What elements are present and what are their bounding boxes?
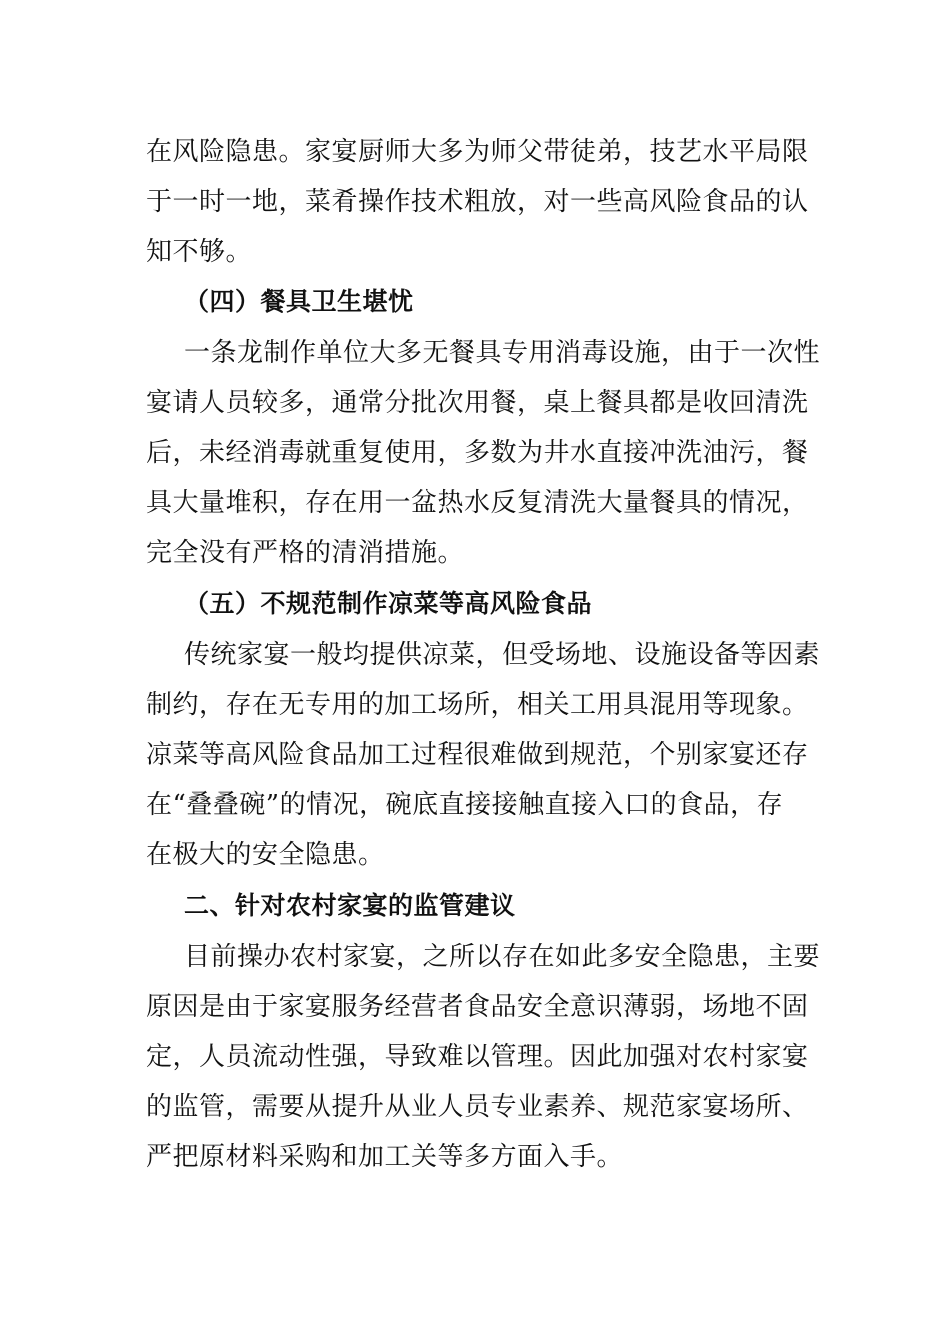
paragraph-line: 原因是由于家宴服务经营者食品安全意识薄弱，场地不固	[146, 992, 809, 1022]
paragraph-line: 在极大的安全隐患。	[146, 840, 385, 870]
paragraph-line: 在“叠叠碗”的情况，碗底直接接触直接入口的食品，存	[146, 790, 784, 820]
paragraph-line: 的监管，需要从提升从业人员专业素养、规范家宴场所、	[146, 1092, 809, 1122]
paragraph-line: 严把原材料采购和加工关等多方面入手。	[146, 1142, 624, 1172]
paragraph-line: 后，未经消毒就重复使用，多数为井水直接冲洗油污，餐	[146, 438, 809, 468]
paragraph-line: 目前操办农村家宴，之所以存在如此多安全隐患，主要	[184, 942, 821, 972]
paragraph-line: 知不够。	[146, 237, 253, 267]
paragraph-line: 具大量堆积，存在用一盆热水反复清洗大量餐具的情况，	[146, 488, 809, 518]
section-heading: 二、针对农村家宴的监管建议	[184, 891, 516, 920]
paragraph-line: 传统家宴一般均提供凉菜，但受场地、设施设备等因素	[184, 640, 821, 670]
paragraph-line: 于一时一地，菜肴操作技术粗放，对一些高风险食品的认	[146, 187, 809, 217]
paragraph-line: 宴请人员较多，通常分批次用餐，桌上餐具都是收回清洗	[146, 388, 809, 418]
paragraph-line: 一条龙制作单位大多无餐具专用消毒设施，由于一次性	[184, 338, 821, 368]
paragraph-line: 制约，存在无专用的加工场所，相关工用具混用等现象。	[146, 690, 809, 720]
paragraph-line: 完全没有严格的清消措施。	[146, 538, 465, 568]
paragraph-line: 定，人员流动性强，导致难以管理。因此加强对农村家宴	[146, 1042, 809, 1072]
subsection-heading: （四）餐具卫生堪忧	[184, 287, 414, 316]
paragraph-line: 凉菜等高风险食品加工过程很难做到规范，个别家宴还存	[146, 740, 809, 770]
paragraph-line: 在风险隐患。家宴厨师大多为师父带徒弟，技艺水平局限	[146, 137, 809, 167]
subsection-heading: （五）不规范制作凉菜等高风险食品	[184, 589, 593, 618]
